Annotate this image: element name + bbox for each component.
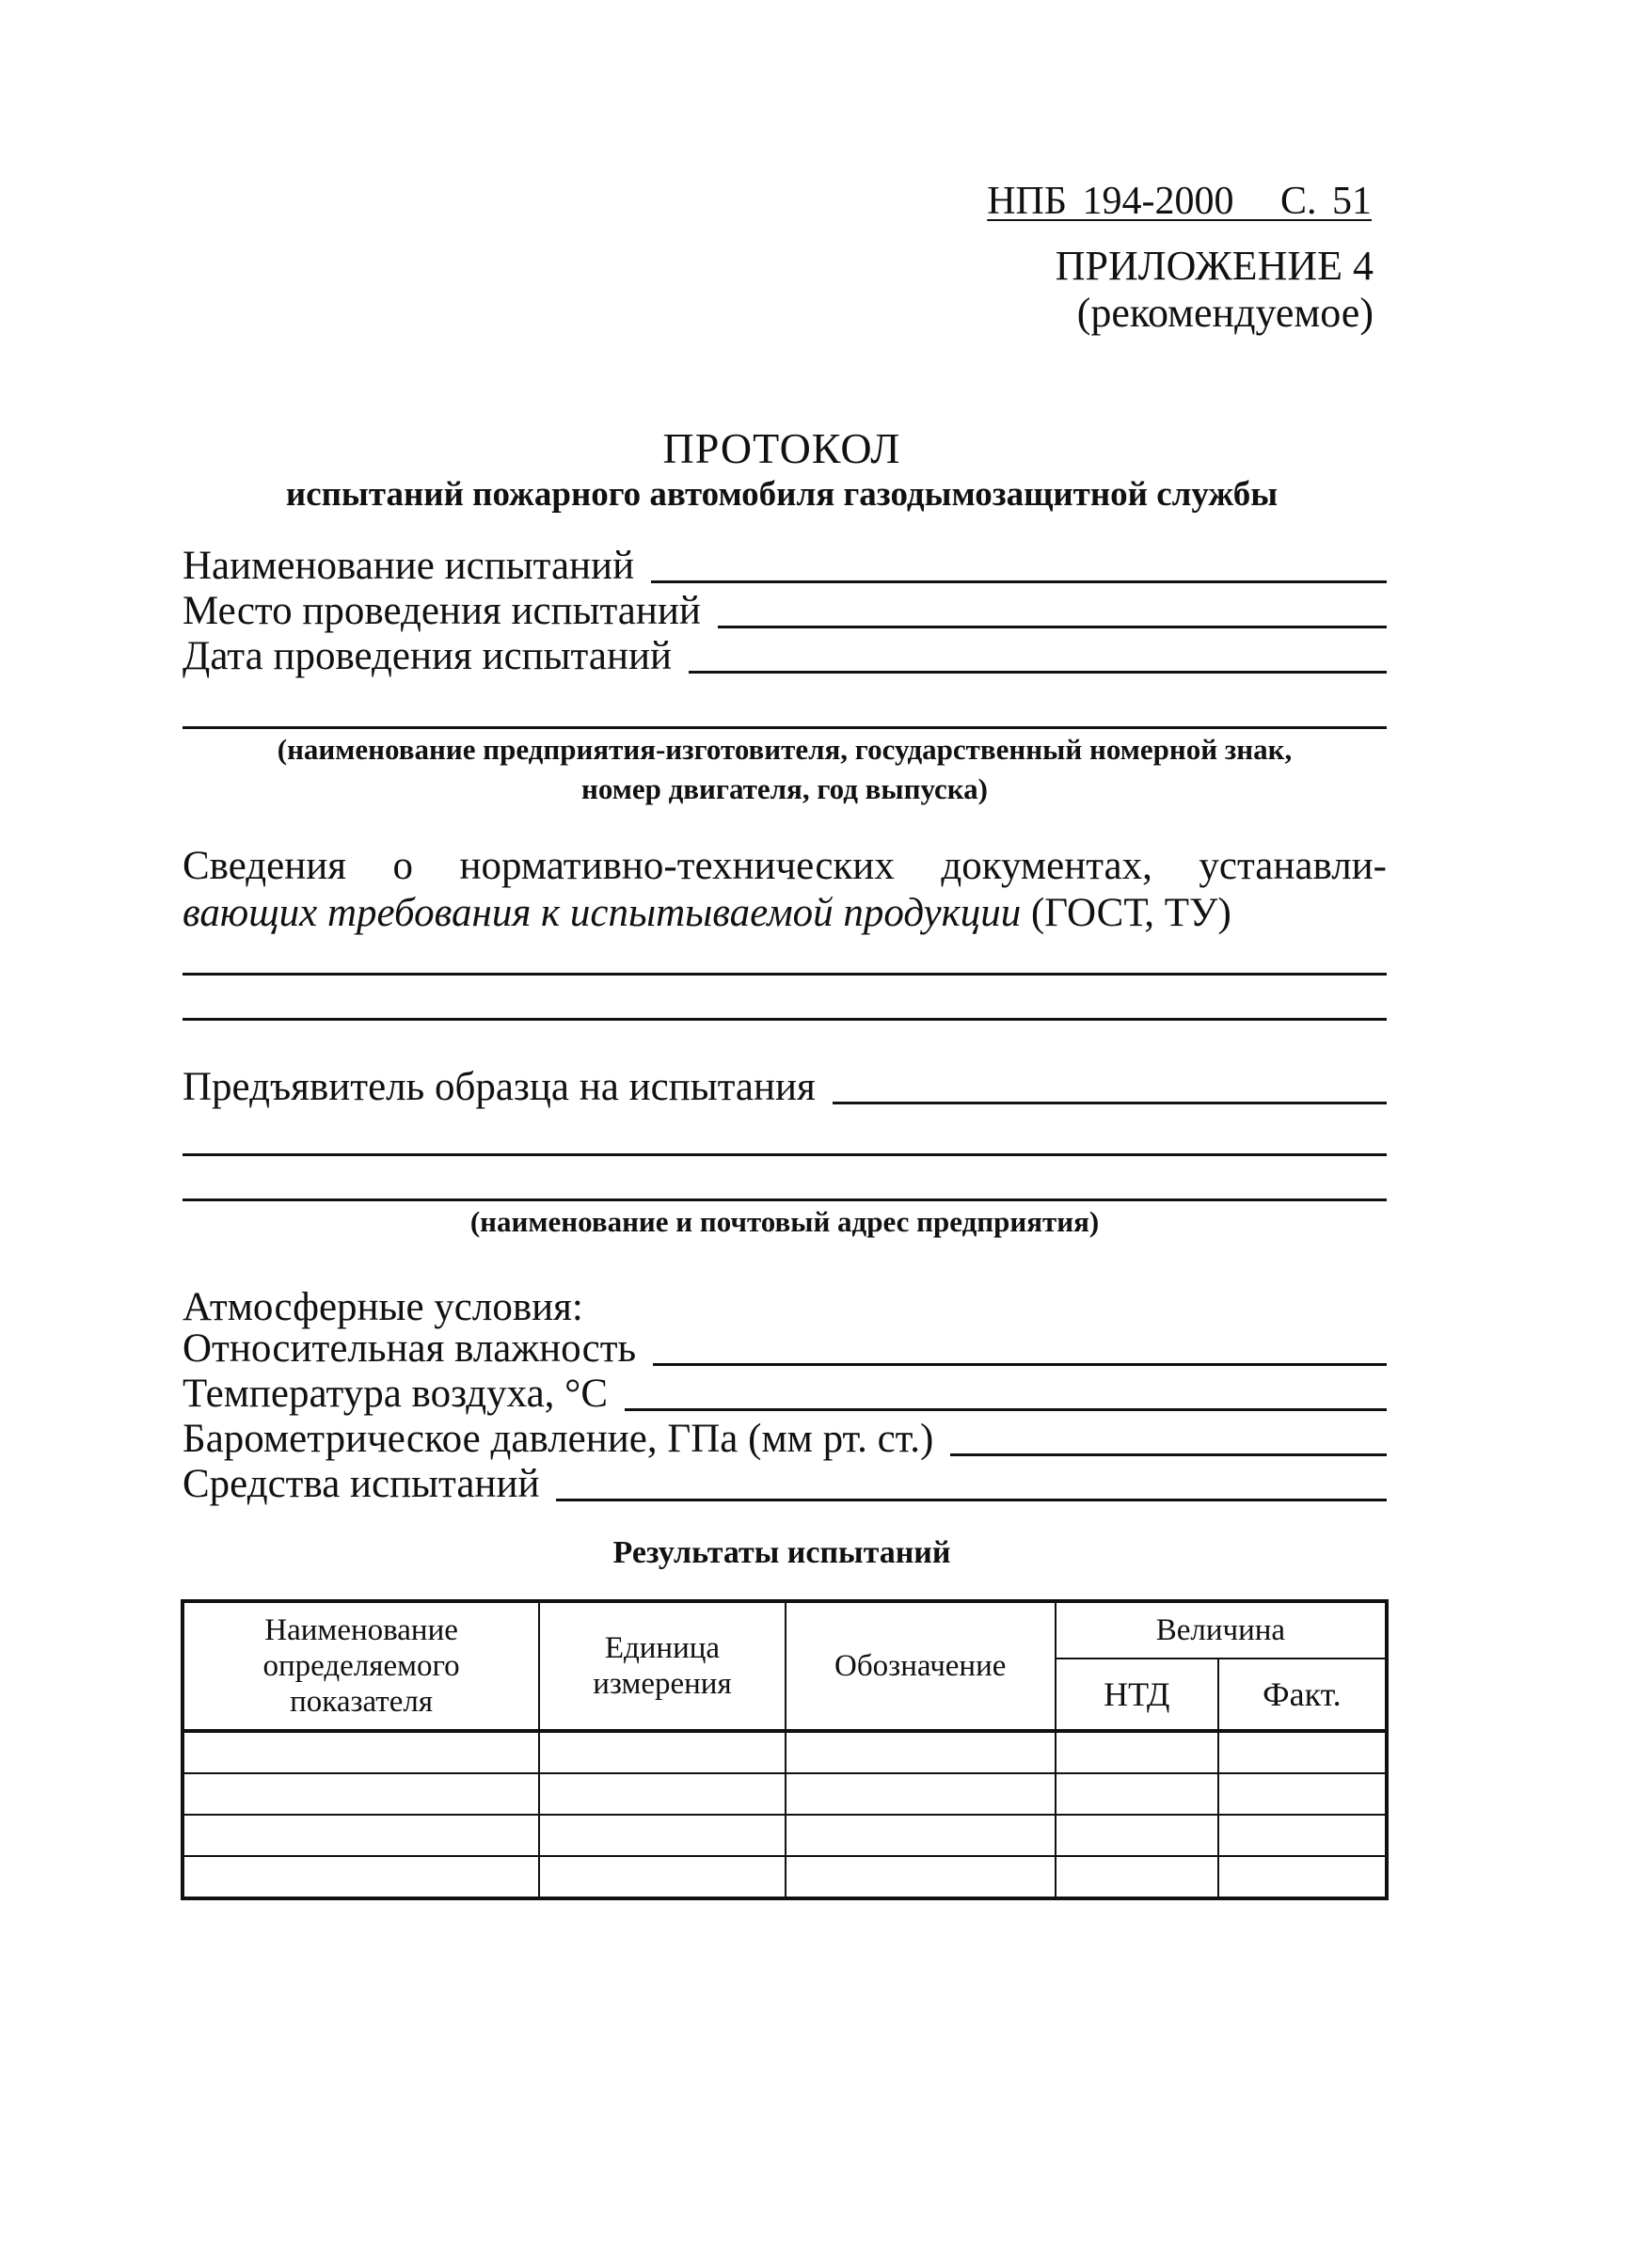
table-cell [183,1731,539,1773]
test-name-line [651,579,1387,583]
test-means-label: Средства испытаний [183,1462,540,1506]
manufacturer-caption-line-1: (наименование предприятия-изготовителя, государственный номерной знак, [277,733,1293,766]
page-number: С. 51 [1279,180,1372,223]
table-cell [183,1856,539,1898]
normative-line-blank-2 [183,1018,1387,1021]
atmosphere-heading: Атмосферные условия: [183,1285,583,1329]
protocol-subtitle: испытаний пожарного автомобиля газодымозащитной службы [285,475,1279,514]
normative-line-2-italic: вающих требования к испытываемой продукции [183,891,1022,935]
appendix-block [1056,243,1374,337]
results-table-body [183,1731,1387,1898]
table-cell [786,1731,1056,1773]
presenter-caption: (наименование и почтовый адрес предприятия) [469,1205,1100,1238]
table-cell [1056,1815,1218,1856]
test-name-label: Наименование испытаний [183,544,635,588]
table-cell [1056,1856,1218,1898]
manufacturer-caption-line-2: номер двигателя, год выпуска) [580,772,989,805]
presenter-label: Предъявитель образца на испытания [183,1065,816,1109]
appendix-title: ПРИЛОЖЕНИЕ 4 [1055,243,1374,289]
presenter-field [183,1065,1387,1110]
table-cell [786,1773,1056,1815]
test-means-field [183,1462,1387,1507]
table-row [183,1815,1387,1856]
results-table [181,1599,1389,1900]
table-row [183,1773,1387,1815]
table-cell [183,1815,539,1856]
results-heading: Результаты испытаний [612,1535,951,1570]
presenter-line-blank-1 [183,1153,1387,1156]
temperature-field [183,1372,1387,1417]
table-cell [539,1731,786,1773]
column-header-value: Величина [1056,1601,1387,1659]
standard-number: НПБ 194-2000 [987,180,1234,223]
temperature-label: Температура воздуха, °С [183,1372,609,1416]
pressure-field [183,1417,1387,1462]
table-cell [1056,1731,1218,1773]
temperature-line [625,1407,1387,1411]
column-header-designation: Обозначение [786,1601,1056,1731]
pressure-line [950,1452,1387,1456]
table-cell [539,1773,786,1815]
normative-line-2 [183,890,1387,937]
test-date-line [689,670,1387,674]
table-row [183,1731,1387,1773]
test-place-field [183,589,1387,634]
test-date-label: Дата проведения испытаний [183,634,672,678]
humidity-line [653,1362,1387,1366]
normative-line-1: Сведения о нормативно-технических документах, устанавли- [183,844,1387,888]
table-cell [786,1856,1056,1898]
table-cell [1218,1731,1387,1773]
table-cell [786,1815,1056,1856]
appendix-type: (рекомендуемое) [1076,290,1374,336]
pressure-label: Барометрическое давление, ГПа (мм рт. ст.) [183,1417,934,1461]
table-row [183,1856,1387,1898]
humidity-field [183,1326,1387,1372]
manufacturer-line [183,726,1387,729]
column-header-indicator: Наименование определяемого показателя [183,1601,539,1731]
test-place-line [718,625,1387,628]
table-cell [539,1815,786,1856]
presenter-line [833,1101,1387,1104]
test-place-label: Место проведения испытаний [183,589,701,633]
humidity-label: Относительная влажность [183,1326,637,1371]
column-header-fact: Факт. [1218,1659,1387,1731]
normative-line-blank-1 [183,973,1387,976]
normative-line-2-rest: (ГОСТ, ТУ) [1021,891,1231,935]
test-means-line [556,1498,1387,1501]
test-name-field [183,544,1387,589]
presenter-line-blank-2 [183,1198,1387,1201]
document-code [987,179,1372,224]
table-cell [1056,1773,1218,1815]
table-cell [1218,1773,1387,1815]
column-header-ntd: НТД [1056,1659,1218,1731]
column-header-unit: Единица измерения [539,1601,786,1731]
table-cell [1218,1815,1387,1856]
table-cell [183,1773,539,1815]
protocol-title: ПРОТОКОЛ [662,424,901,472]
table-cell [1218,1856,1387,1898]
manufacturer-caption [183,730,1387,809]
test-date-field [183,634,1387,679]
table-cell [539,1856,786,1898]
normative-documents-text [183,843,1387,937]
